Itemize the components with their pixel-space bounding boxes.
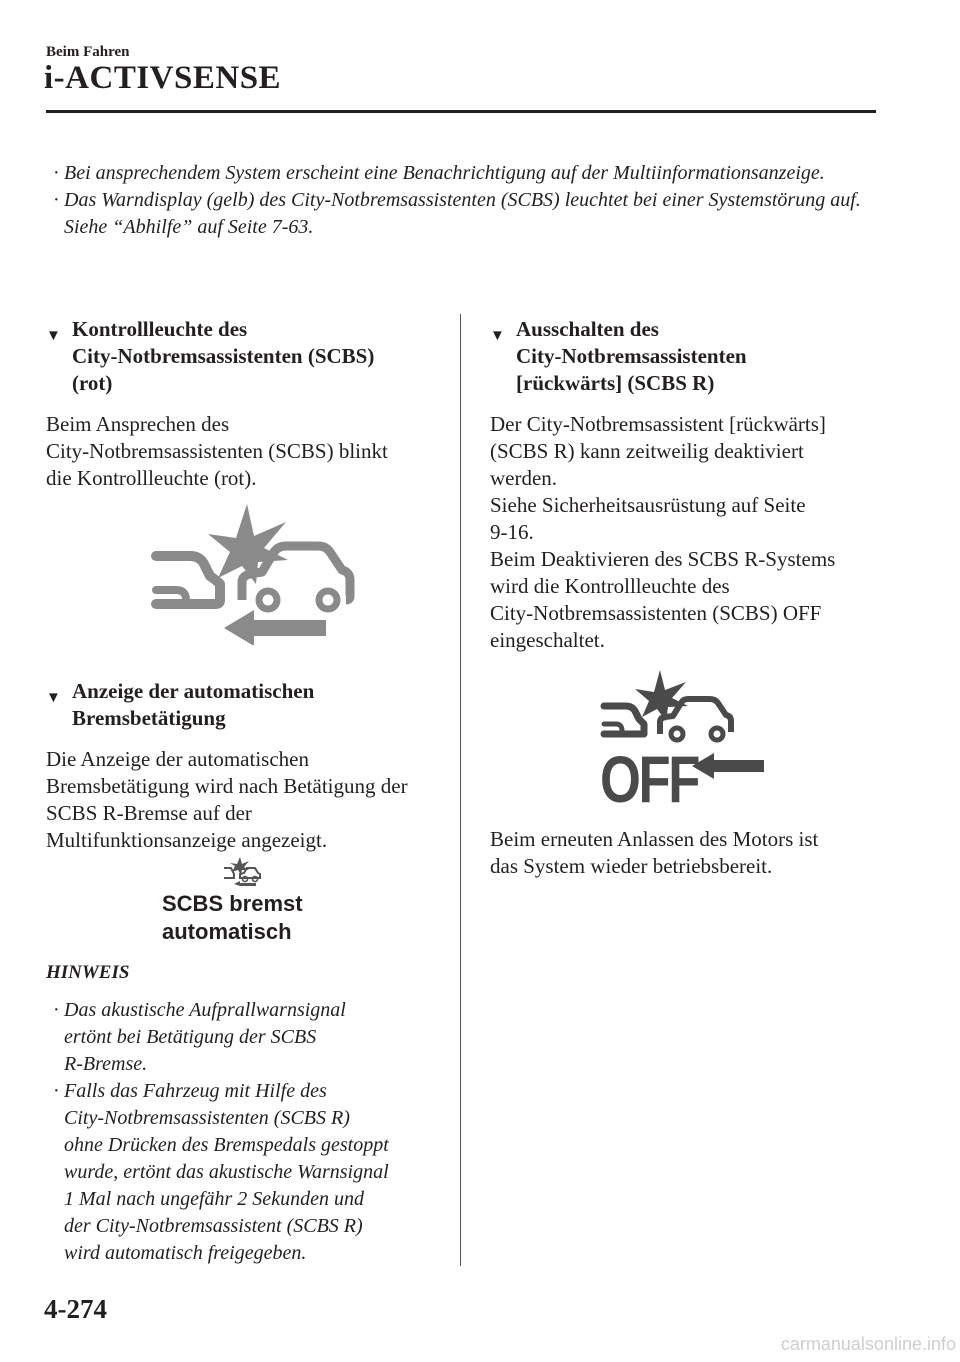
hinweis-list xyxy=(46,997,456,1267)
section-label: Beim Fahren xyxy=(46,44,130,60)
intro-notes xyxy=(46,160,866,241)
paragraph-disable-scbs-r: Der City-Notbremsassistent [rückwärts] (SCBS R) kann zeitweilig deaktiviert werden. Siehe Sicherheitsausrüstung auf Seite 9-16. Beim Deaktivieren des SCBS R-Systems wird die Kontrollleuchte des City-Notbremsassistenten (SCBS) OFF eingeschaltet. xyxy=(490,412,836,652)
column-divider xyxy=(460,314,461,1266)
paragraph-restart: Beim erneuten Anlassen des Motors ist das System wieder betriebsbereit. xyxy=(490,827,819,878)
scbs-warning-light-icon xyxy=(150,500,360,645)
chapter-title: i-ACTIVSENSE xyxy=(44,60,282,96)
page-number: 4-274 xyxy=(44,1294,107,1324)
note-item: · Bei ansprechendem System erscheint eine Benachrichtigung auf der Multiinformationsanzeige. xyxy=(53,162,825,184)
scbs-off-icon xyxy=(598,668,768,808)
triangle-marker-icon: ▼ xyxy=(46,328,61,344)
hinweis-item: · Das akustische Aufprallwarnsignal ertönt bei Betätigung der SCBS R-Bremse. xyxy=(53,999,346,1075)
paragraph-warning-light: Beim Ansprechen des City-Notbremsassistenten (SCBS) blinkt die Kontrollleuchte (rot). xyxy=(46,412,388,490)
heading-auto-brake-display: ▼ Anzeige der automatischen Bremsbetätigung xyxy=(46,679,315,730)
hinweis-label: HINWEIS xyxy=(46,962,130,983)
triangle-marker-icon: ▼ xyxy=(490,328,505,344)
display-message: SCBS bremst automatisch xyxy=(162,891,303,944)
paragraph-auto-brake-display: Die Anzeige der automatischen Bremsbetätigung wird nach Betätigung der SCBS R-Bremse auf der Multifunktionsanzeige angezeigt. xyxy=(46,747,408,852)
header-rule xyxy=(46,110,876,113)
heading-disable-scbs-r: ▼ Ausschalten des City-Notbremsassistenten [rückwärts] (SCBS R) xyxy=(490,317,747,395)
triangle-marker-icon: ▼ xyxy=(46,690,61,706)
auto-brake-small-icon xyxy=(222,856,262,886)
note-item: · Das Warndisplay (gelb) des City-Notbremsassistenten (SCBS) leuchtet bei einer Systemstörung auf. Siehe “Abhilfe” auf Seite 7-63. xyxy=(53,189,861,238)
hinweis-item: · Falls das Fahrzeug mit Hilfe des City-Notbremsassistenten (SCBS R) ohne Drücken des Bremspedals gestoppt wurde, ertönt das akustische Warnsignal 1 Mal nach ungefähr 2 Sekunden und der City-Notbremsassistent (SCBS R) wird automatisch freigegeben. xyxy=(53,1080,389,1264)
heading-warning-light: ▼ Kontrollleuchte des City-Notbremsassistenten (SCBS) (rot) xyxy=(46,317,375,395)
off-label: OFF xyxy=(600,742,699,808)
watermark: carmanualsonline.info xyxy=(780,1334,956,1354)
